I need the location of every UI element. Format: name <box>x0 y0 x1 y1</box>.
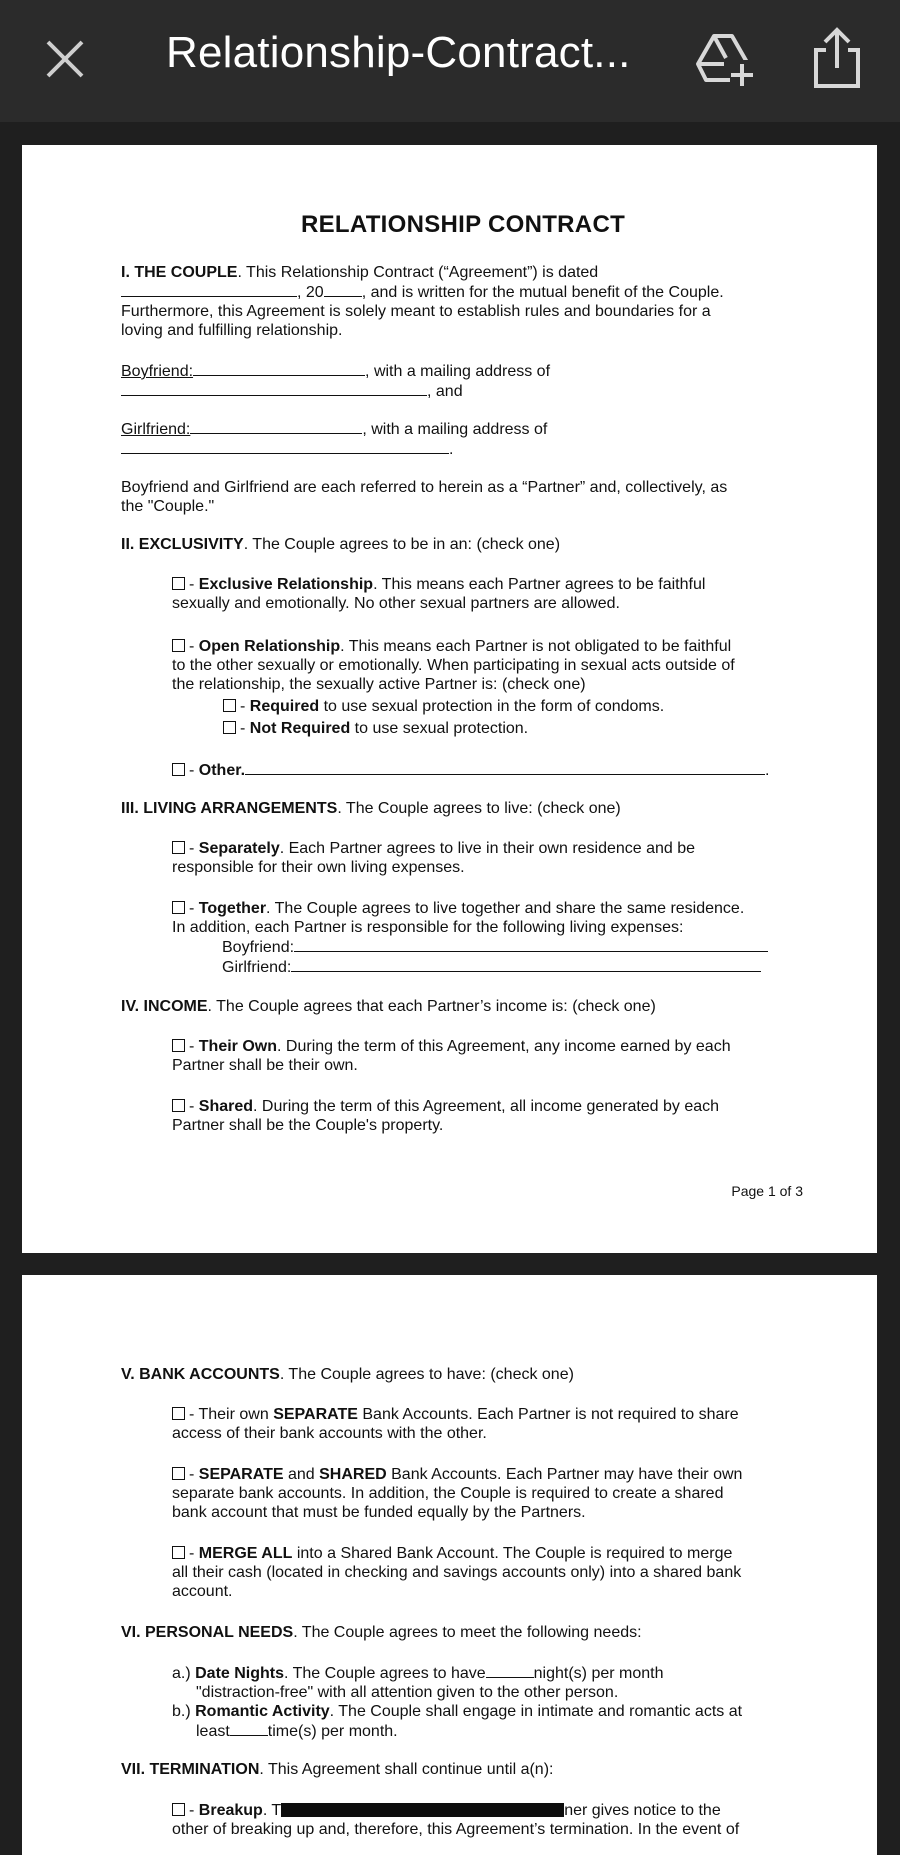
text: , and <box>427 383 463 400</box>
text: all their cash (located in checking and savings accounts only) into a shared bank <box>172 1564 742 1581</box>
option-label: Exclusive Relationship <box>198 576 374 593</box>
option-label: Open Relationship <box>198 638 341 655</box>
text: Bank Accounts. Each Partner is not required to share <box>357 1406 739 1423</box>
redaction-bar <box>281 1803 564 1817</box>
text: . T <box>262 1802 282 1819</box>
text: , 20 <box>297 284 324 301</box>
text: to the other sexually or emotionally. When participating in sexual acts outside of <box>172 657 735 674</box>
girlfriend-label: Girlfriend: <box>222 959 292 976</box>
text: to use sexual protection. <box>350 720 529 737</box>
text: and <box>283 1466 320 1483</box>
text: least <box>196 1723 230 1740</box>
option-label: SEPARATE <box>198 1466 284 1483</box>
text: access of their bank accounts with the other. <box>172 1425 487 1442</box>
text: other of breaking up and, therefore, this Agreement’s termination. In the event of <box>172 1821 740 1838</box>
date-blank <box>121 282 297 297</box>
section-income <box>121 997 805 1016</box>
checkbox-icon[interactable] <box>172 639 185 652</box>
document-title: Relationship-Contract... <box>166 28 631 77</box>
option-exclusive: - Exclusive Relationship. This means each Partner agrees to be faithful sexually and emotionally. No other sexual partners are allowed. <box>172 575 805 613</box>
section-heading: VII. TERMINATION <box>121 1761 260 1778</box>
option-label: Not Required <box>249 720 351 737</box>
nights-blank <box>486 1663 534 1678</box>
boyfriend-expenses-blank <box>294 937 768 952</box>
text: account. <box>172 1583 233 1600</box>
list-marker: b.) <box>172 1703 196 1720</box>
option-separate-and-shared: - SEPARATE and SHARED Bank Accounts. Each Partner may have their own separate bank accounts. In addition, the Couple is required to create a shared bank account that must be funded equally by the Partners. <box>172 1465 805 1522</box>
section-bank-accounts <box>121 1365 805 1384</box>
text: Furthermore, this Agreement is solely meant to establish rules and boundaries for a <box>121 303 711 320</box>
boyfriend-label: Boyfriend: <box>222 939 295 956</box>
boyfriend-name-blank <box>193 361 365 376</box>
checkbox-icon[interactable] <box>172 1407 185 1420</box>
text: Partner shall be the Couple's property. <box>172 1117 444 1134</box>
option-label: Separately <box>198 840 280 857</box>
section-heading: I. THE COUPLE <box>121 264 238 281</box>
section-heading: II. EXCLUSIVITY <box>121 536 244 553</box>
boyfriend-address-blank <box>121 381 427 396</box>
text: . <box>765 762 770 779</box>
option-label: Other. <box>198 762 246 779</box>
viewer-toolbar <box>0 0 900 122</box>
section-couple <box>121 263 805 340</box>
text: into a Shared Bank Account. The Couple is required to merge <box>292 1545 733 1562</box>
checkbox-icon[interactable] <box>172 763 185 776</box>
checkbox-icon[interactable] <box>172 1803 185 1816</box>
text: "distraction-free" with all attention given to the other person. <box>196 1684 619 1701</box>
section-heading: VI. PERSONAL NEEDS <box>121 1624 294 1641</box>
text: . The Couple agrees to live: (check one) <box>337 800 621 817</box>
text: time(s) per month. <box>267 1723 398 1740</box>
year-blank <box>324 282 362 297</box>
checkbox-icon[interactable] <box>223 721 236 734</box>
option-together: - Together. The Couple agrees to live together and share the same residence. In addition, each Partner is responsible for the following living expenses: Boyfriend: Girlfriend: <box>172 899 805 977</box>
text: responsible for their own living expenses. <box>172 859 465 876</box>
option-label: Required <box>249 698 320 715</box>
text: . <box>449 441 454 458</box>
section-heading: IV. INCOME <box>121 998 208 1015</box>
option-label: SEPARATE <box>273 1406 358 1423</box>
document-page-1 <box>22 145 877 1253</box>
checkbox-icon[interactable] <box>223 699 236 712</box>
checkbox-icon[interactable] <box>172 577 185 590</box>
checkbox-icon[interactable] <box>172 1546 185 1559</box>
option-separate-accounts <box>172 1405 805 1443</box>
text: bank account that must be funded equally by the Partners. <box>172 1504 586 1521</box>
text: Bank Accounts. Each Partner may have their own <box>386 1466 743 1483</box>
option-separately: - Separately. Each Partner agrees to live in their own residence and be responsible for their own living expenses. <box>172 839 805 877</box>
add-to-drive-icon[interactable] <box>694 30 756 90</box>
close-icon[interactable] <box>40 34 90 84</box>
document-page-2 <box>22 1275 877 1855</box>
text: , with a mailing address of <box>365 363 551 380</box>
option-other: - Other. . <box>172 760 805 780</box>
text: In addition, each Partner is responsible for the following living expenses: <box>172 919 684 936</box>
checkbox-icon[interactable] <box>172 1039 185 1052</box>
option-merge-all: - MERGE ALL into a Shared Bank Account. The Couple is required to merge all their cash (located in checking and savings accounts only) into a shared bank account. <box>172 1544 805 1601</box>
option-label: Together <box>198 900 267 917</box>
checkbox-icon[interactable] <box>172 1467 185 1480</box>
text: Partner shall be their own. <box>172 1057 358 1074</box>
need-label: Romantic Activity <box>195 1703 330 1720</box>
text: - Their own <box>189 1406 274 1423</box>
option-breakup: - Breakup. T ner gives notice to the other of breaking up and, therefore, this Agreement’s termination. In the event of <box>172 1801 805 1839</box>
text: . Each Partner agrees to live in their own residence and be <box>279 840 696 857</box>
text: . During the term of this Agreement, all income generated by each <box>253 1098 720 1115</box>
boyfriend-label: Boyfriend: <box>121 363 194 380</box>
text: . The Couple agrees to have <box>284 1665 486 1682</box>
girlfriend-name-blank <box>190 419 362 434</box>
share-icon[interactable] <box>812 26 862 90</box>
section-living <box>121 799 805 818</box>
option-their-own: - Their Own. During the term of this Agreement, any income earned by each Partner shall be their own. <box>172 1037 805 1075</box>
document-heading: RELATIONSHIP CONTRACT <box>300 211 626 238</box>
partner-definition <box>121 478 805 516</box>
section-heading: III. LIVING ARRANGEMENTS <box>121 800 338 817</box>
option-label: MERGE ALL <box>198 1545 293 1562</box>
option-label: Shared <box>198 1098 254 1115</box>
text: the relationship, the sexually active Partner is: (check one) <box>172 676 586 693</box>
option-label: SHARED <box>319 1466 387 1483</box>
option-label: Breakup <box>198 1802 263 1819</box>
need-label: Date Nights <box>195 1665 285 1682</box>
boyfriend-field <box>121 361 805 401</box>
checkbox-icon[interactable] <box>172 901 185 914</box>
text: night(s) per month <box>533 1665 664 1682</box>
text: sexually and emotionally. No other sexual partners are allowed. <box>172 595 620 612</box>
text: the "Couple." <box>121 498 215 515</box>
times-blank <box>230 1721 268 1736</box>
text: to use sexual protection in the form of condoms. <box>319 698 665 715</box>
girlfriend-label: Girlfriend: <box>121 421 191 438</box>
text: . This Relationship Contract (“Agreement”) is dated <box>237 264 599 281</box>
text: . During the term of this Agreement, any income earned by each <box>277 1038 731 1055</box>
text: . This Agreement shall continue until a(n): <box>259 1761 554 1778</box>
section-personal-needs <box>121 1623 805 1642</box>
option-shared: - Shared. During the term of this Agreement, all income generated by each Partner shall be the Couple's property. <box>172 1097 805 1135</box>
text: separate bank accounts. In addition, the Couple is required to create a shared <box>172 1485 724 1502</box>
option-required: - Required to use sexual protection in the form of condoms. <box>223 697 805 716</box>
page-number: Page 1 of 3 <box>731 1183 803 1199</box>
text: . The Couple agrees to live together and share the same residence. <box>266 900 745 917</box>
text: . This means each Partner agrees to be faithful <box>373 576 706 593</box>
text: loving and fulfilling relationship. <box>121 322 343 339</box>
girlfriend-field <box>121 419 805 459</box>
option-not-required: - Not Required to use sexual protection. <box>223 719 805 738</box>
checkbox-icon[interactable] <box>172 841 185 854</box>
text: . The Couple agrees to be in an: (check one) <box>243 536 561 553</box>
section-exclusivity <box>121 535 805 554</box>
option-label: Their Own <box>198 1038 278 1055</box>
need-date-nights <box>172 1663 805 1741</box>
section-heading: V. BANK ACCOUNTS <box>121 1366 280 1383</box>
text: . This means each Partner is not obligated to be faithful <box>340 638 732 655</box>
text: , and is written for the mutual benefit of the Couple. <box>361 284 724 301</box>
girlfriend-expenses-blank <box>291 957 761 972</box>
text: . The Couple shall engage in intimate and romantic acts at <box>329 1703 743 1720</box>
text: ner gives notice to the <box>564 1802 721 1819</box>
text: . The Couple agrees that each Partner’s income is: (check one) <box>207 998 656 1015</box>
other-blank <box>245 760 765 775</box>
text: . The Couple agrees to have: (check one) <box>279 1366 574 1383</box>
text: , with a mailing address of <box>362 421 548 438</box>
option-open: - Open Relationship. This means each Partner is not obligated to be faithful to the other sexually or emotionally. When participating in sexual acts outside of the relationship, the sexually active Partner is: (check one) <box>172 637 805 694</box>
section-termination <box>121 1760 805 1779</box>
list-marker: a.) <box>172 1665 196 1682</box>
text: . The Couple agrees to meet the following needs: <box>293 1624 642 1641</box>
text: Boyfriend and Girlfriend are each referred to herein as a “Partner” and, collectively, as <box>121 479 728 496</box>
checkbox-icon[interactable] <box>172 1099 185 1112</box>
girlfriend-address-blank <box>121 439 449 454</box>
